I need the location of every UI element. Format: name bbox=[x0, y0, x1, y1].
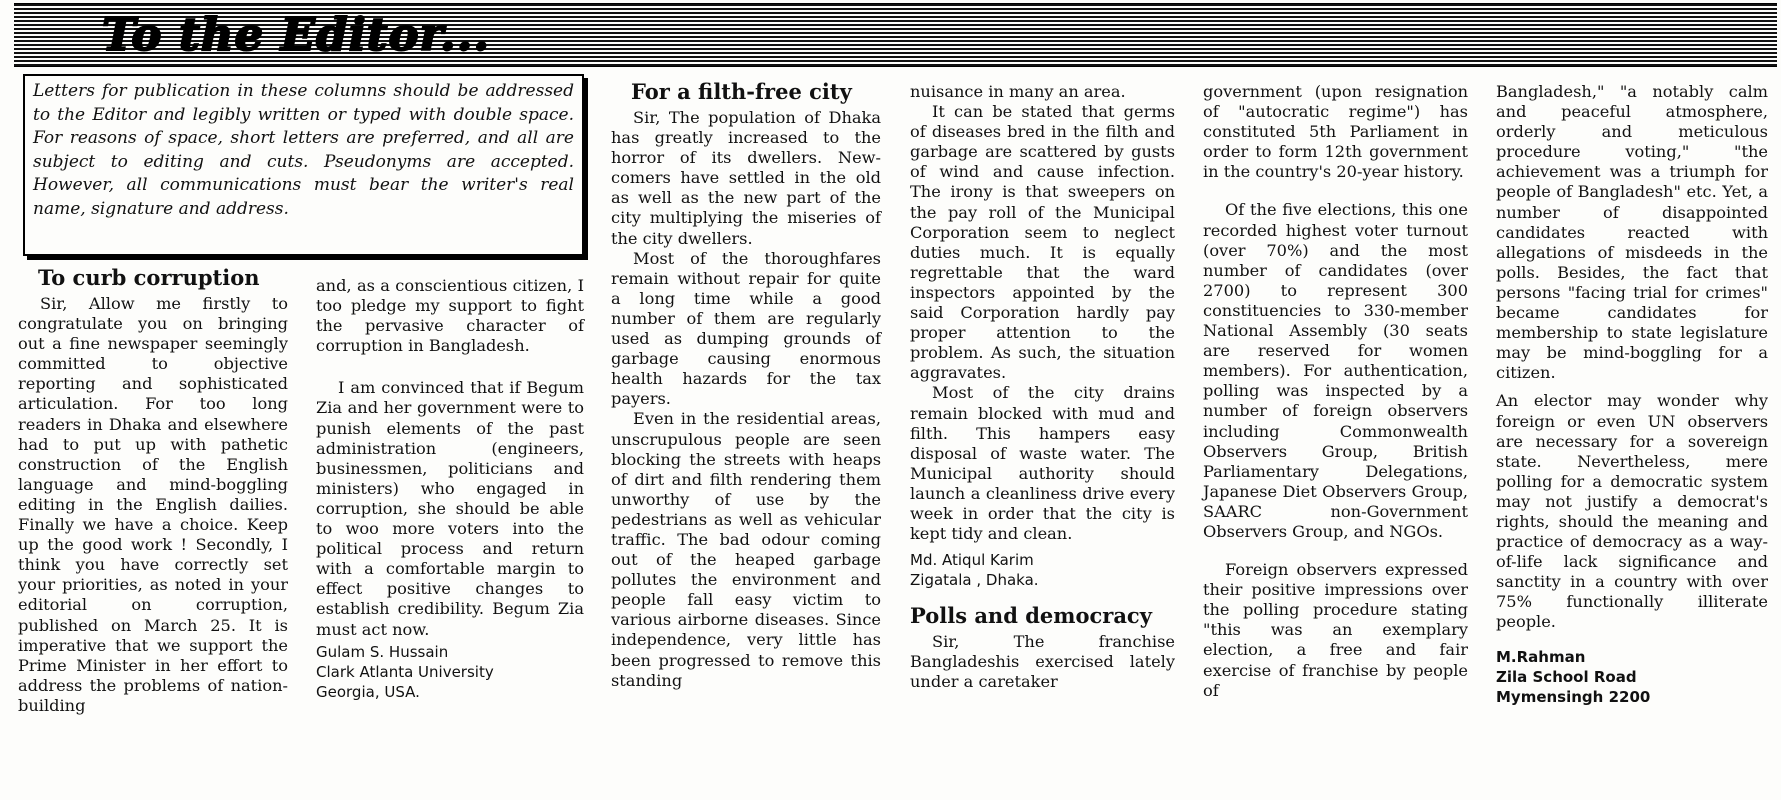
letter2-paragraph-1: Sir, The population of Dhaka has greatly increased to the horror of its dwellers. New-comers have settled in the old as well as the new part of the city multiplying the miseries of the city dwellers. bbox=[611, 108, 881, 248]
letter1-signature bbox=[316, 642, 584, 702]
letter3-paragraph-2: Of the five elections, this one recorded highest voter turnout (over 70%) and the most number of candidates (over 2700) to represent 300 constituencies to 330-member National Assembly (30 seats are reserved for women members). For authentication, polling was inspected by a number of foreign observers including Commonwealth Observers Group, British Parliamentary Delegations, Japanese Diet Observers Group, SAARC non-Government Observers Group, and NGOs. bbox=[1203, 200, 1468, 541]
letter3-paragraph-3-cont: Bangladesh," "a notably calm and peaceful atmosphere, orderly and meticulous procedure voting," "the achievement was a triumph for people of Bangladesh" etc. Yet, a number of disappointed candidates reacted with allegations of misdeeds in the polls. Besides, the fact that persons "facing trial for crimes" became candidates for membership to state legislature may be mind-boggling for a citizen. bbox=[1496, 82, 1768, 383]
section-title: To the Editor... bbox=[102, 8, 491, 61]
letter2-paragraph-4: It can be stated that germs of diseases bred in the filth and garbage are scattered by gusts of wind and cause infection. The irony is that sweepers on the pay roll of the Municipal Corporation seem to neglect duties much. It is equally regrettable that the ward inspectors appointed by the said Corporation hardly pay proper attention to the problem. As such, the situation aggravates. bbox=[910, 102, 1175, 383]
column-2 bbox=[316, 276, 584, 702]
letter3-paragraph-1-cont: government (upon resignation of "autocratic regime") has constituted 5th Parliament in order to form 12th government in the country's 20-year history. bbox=[1203, 82, 1468, 182]
headline-filth-free-city: For a filth-free city bbox=[631, 79, 852, 104]
letter3-paragraph-1: Sir, The franchise Bangladeshis exercised lately under a caretaker bbox=[910, 632, 1175, 692]
letter2-paragraph-3-cont: nuisance in many an area. bbox=[910, 82, 1126, 101]
letter2-signature bbox=[910, 550, 1175, 590]
letter3-city: Mymensingh 2200 bbox=[1496, 687, 1651, 706]
letter2-paragraph-5: Most of the city drains remain blocked with mud and filth. This hampers easy disposal of waste water. The Municipal authority should launch a cleanliness drive every week in order that the city is kept tidy and clean. bbox=[910, 383, 1175, 544]
column-5 bbox=[1203, 82, 1468, 701]
column-3 bbox=[611, 78, 881, 691]
letter3-author: M.Rahman bbox=[1496, 647, 1586, 666]
headline-polls-democracy: Polls and democracy bbox=[910, 603, 1152, 629]
letter2-location: Zigatala , Dhaka. bbox=[910, 571, 1039, 590]
headline-corruption: To curb corruption bbox=[38, 265, 260, 290]
letter1-author: Gulam S. Hussain bbox=[316, 642, 449, 661]
column-1 bbox=[18, 264, 288, 716]
column-4 bbox=[910, 82, 1175, 692]
letter1-paragraph-1-cont: and, as a conscientious citizen, I too pledge my support to fight the pervasive character of corruption in Bangladesh. bbox=[316, 276, 584, 356]
letter2-paragraph-3: Even in the residential areas, unscrupulous people are seen blocking the streets with heaps of dirt and filth rendering them unworthy of use by the pedestrians as well as vehicular traffic. The bad odour coming out of the heaped garbage pollutes the environment and people fall easy victim to various airborne diseases. Since independence, very little has been progressed to remove this standing bbox=[611, 409, 881, 690]
letter1-paragraph-1: Sir, Allow me firstly to congratulate you on bringing out a fine newspaper seemingly committed to objective reporting and sophisticated articulation. For too long readers in Dhaka and elsewhere had to put up with pathetic construction of the English language and mind-boggling editing in the English dailies. Finally we have a choice. Keep up the good work ! Secondly, I think you have correctly set your priorities, as noted in your editorial on corruption, published on March 25. It is imperative that we support the Prime Minister in her effort to address the problems of nation-building bbox=[18, 294, 288, 715]
letter3-signature bbox=[1496, 647, 1768, 707]
letter3-paragraph-4: An elector may wonder why foreign or even UN observers are necessary for a sovereign state. Nevertheless, mere polling for a democratic system may not justify a democrat's rights, should the meaning and practice of democracy as a way-of-life lack significance and sanctity in a country with over 75% functionally illiterate people. bbox=[1496, 391, 1768, 632]
editorial-banner bbox=[14, 3, 1777, 67]
column-6 bbox=[1496, 82, 1768, 707]
letter1-paragraph-2: I am convinced that if Begum Zia and her government were to punish elements of the past administration (engineers, businessmen, politicians and ministers) who engaged in corruption, she should be able to woo more voters into the political process and return with a comfortable margin to effect positive changes to establish credibility. Begum Zia must act now. bbox=[316, 378, 584, 639]
letter1-affiliation: Clark Atlanta University bbox=[316, 662, 494, 681]
letter1-location: Georgia, USA. bbox=[316, 682, 420, 701]
letter2-author: Md. Atiqul Karim bbox=[910, 551, 1034, 570]
letter2-paragraph-2: Most of the thoroughfares remain without repair for quite a long time while a good number of them are regularly used as dumping grounds of garbage causing enormous health hazards for the tax payers. bbox=[611, 248, 881, 409]
submission-notice: Letters for publication in these columns should be addressed to the Editor and legibly written or typed with double space. For reasons of space, short letters are preferred, and all are subject to editing and cuts. Pseudonyms are accepted. However, all communications must bear the writer's real name, signature and address. bbox=[23, 74, 584, 256]
letter3-street: Zila School Road bbox=[1496, 667, 1637, 686]
letter3-paragraph-3: Foreign observers expressed their positive impressions over the polling procedure stating "this was an exemplary election, a free and fair exercise of franchise by people of bbox=[1203, 560, 1468, 700]
